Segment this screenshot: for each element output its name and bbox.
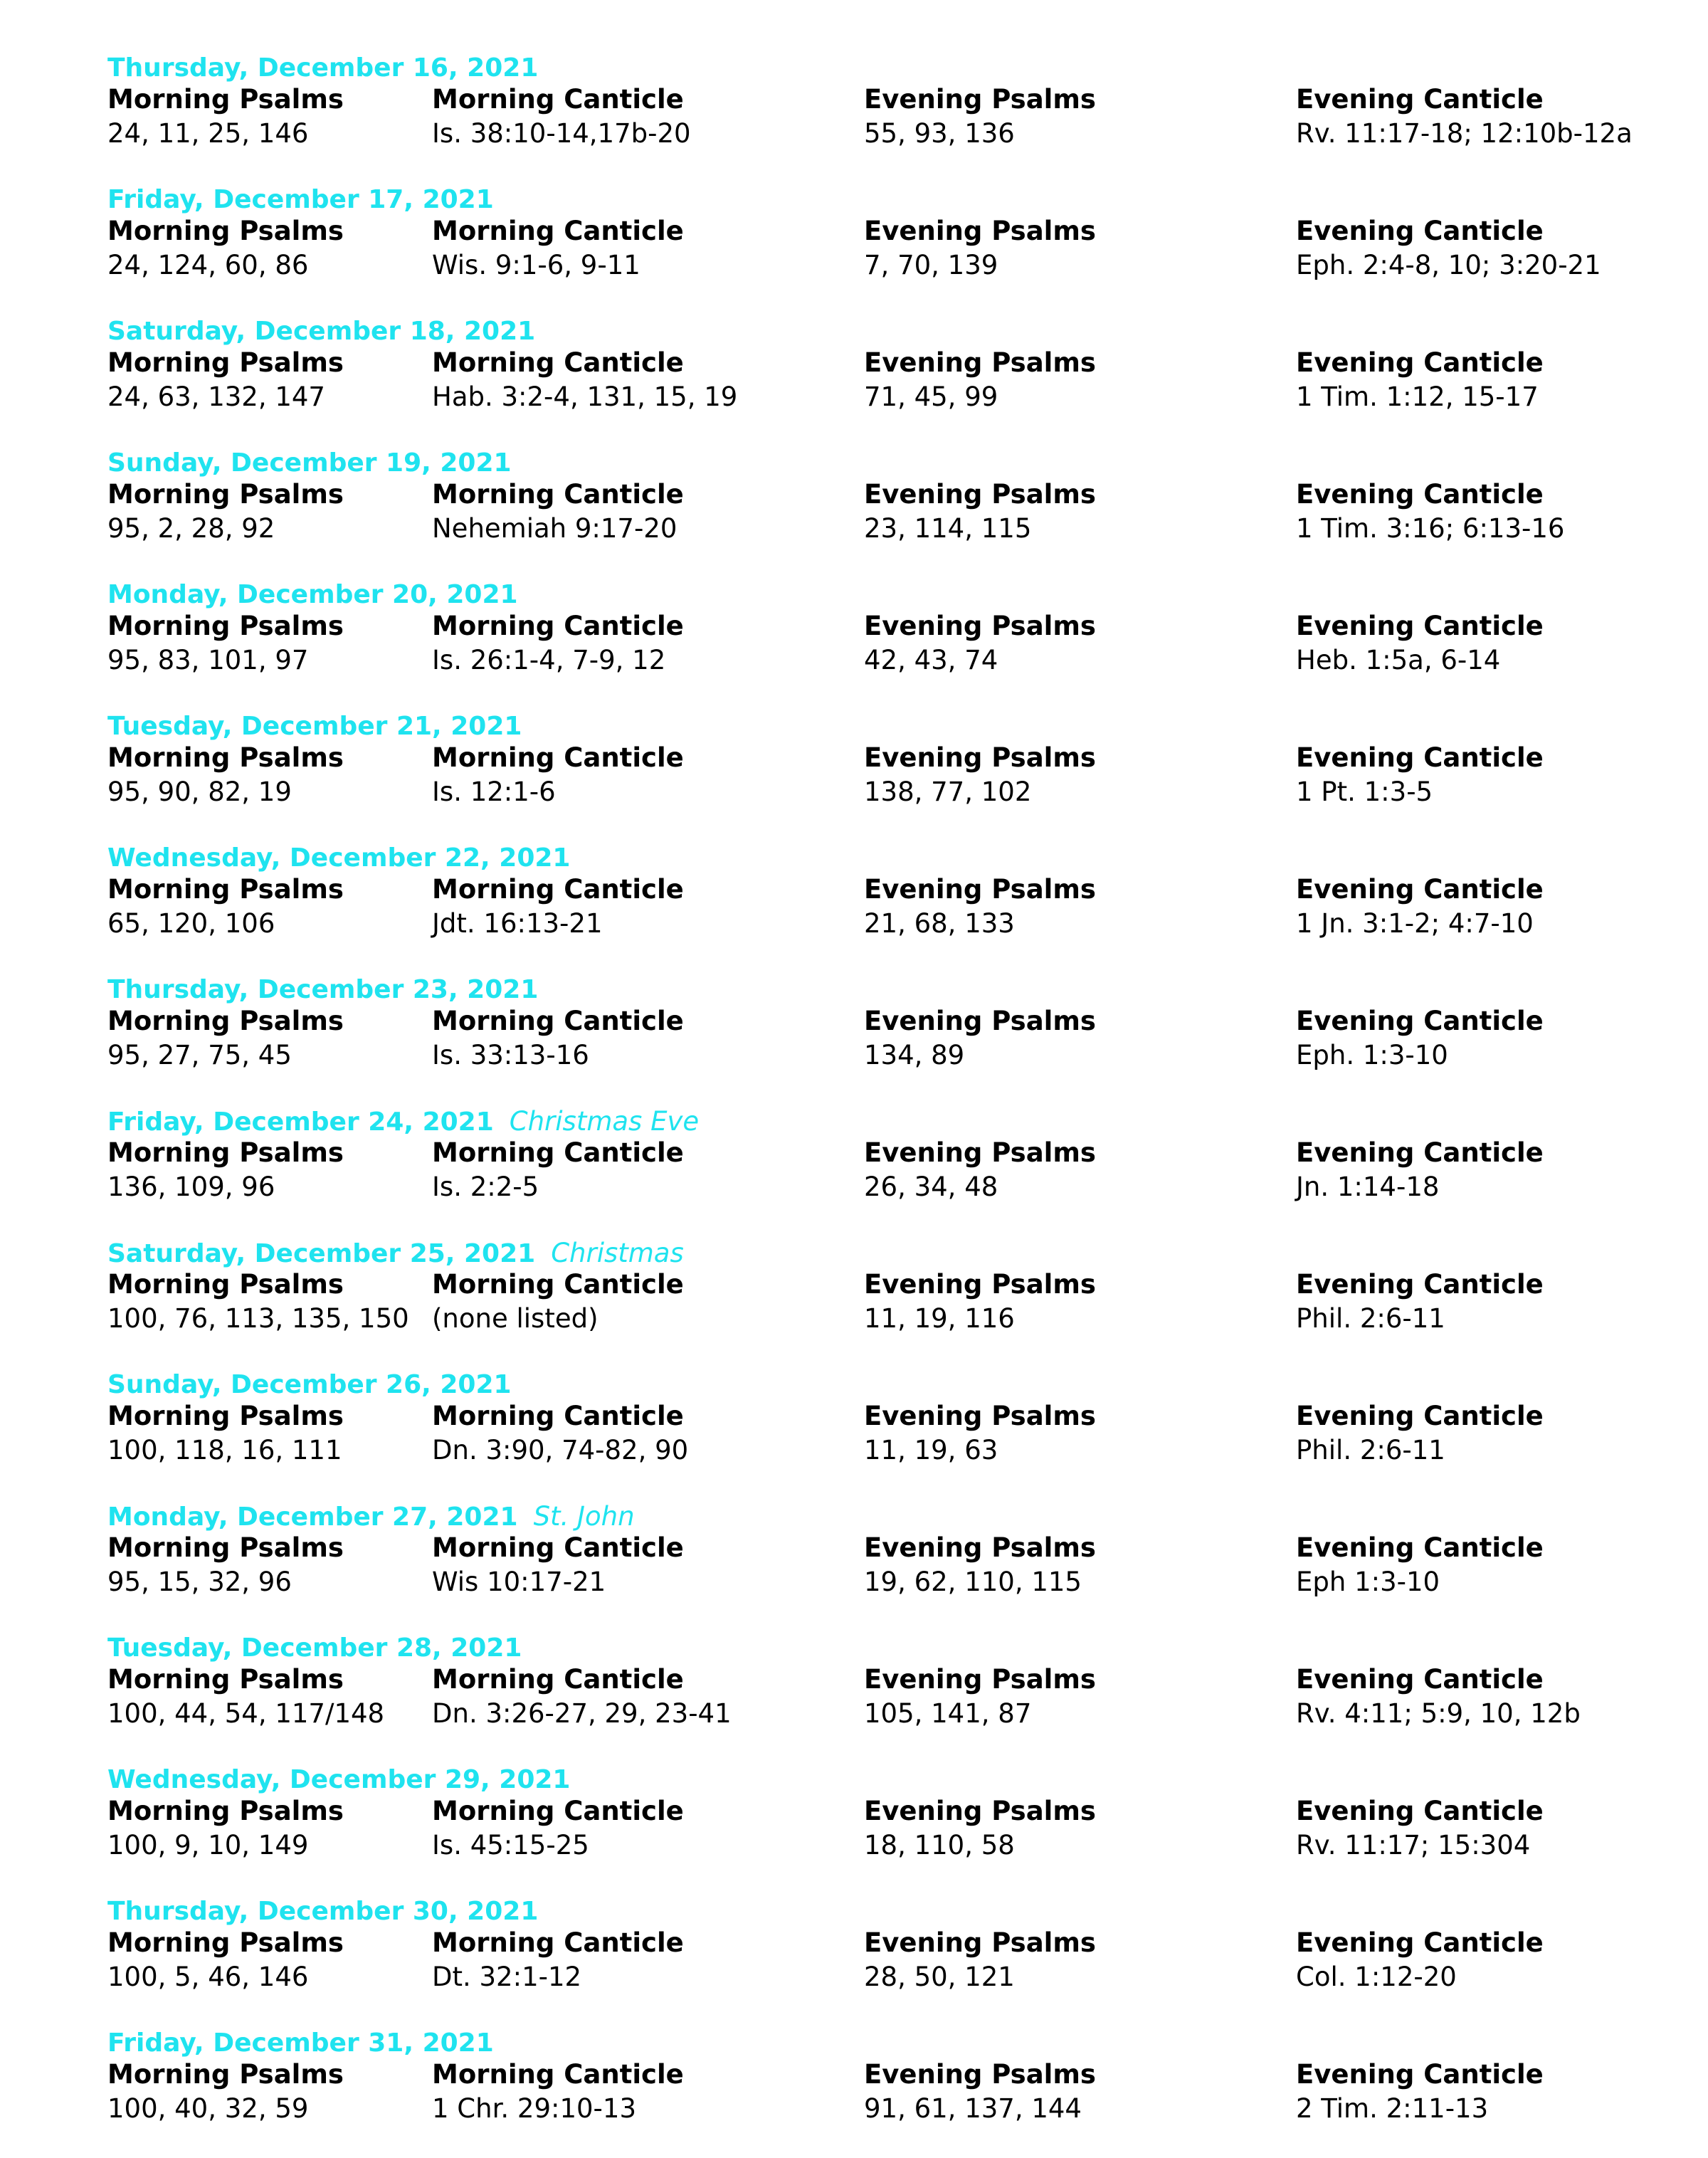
date-heading <box>107 2026 494 2060</box>
morning-canticle-column <box>432 83 691 151</box>
date-text: Thursday, December 30, 2021 <box>107 1897 539 1926</box>
evening-canticle-heading: Evening Canticle <box>1296 216 1544 246</box>
morning-psalms-column <box>107 214 344 283</box>
evening-psalms-value: 18, 110, 58 <box>864 1830 1015 1860</box>
morning-psalms-column <box>107 1399 344 1468</box>
morning-psalms-column <box>107 1004 344 1073</box>
evening-canticle-column <box>1296 1136 1544 1204</box>
evening-psalms-column <box>864 1794 1096 1863</box>
evening-psalms-heading: Evening Psalms <box>864 1532 1096 1563</box>
evening-psalms-heading: Evening Psalms <box>864 347 1096 378</box>
morning-psalms-value: 100, 76, 113, 135, 150 <box>107 1303 409 1334</box>
morning-canticle-value: Is. 38:10-14,17b-20 <box>432 118 691 149</box>
morning-psalms-column <box>107 346 344 414</box>
evening-psalms-value: 19, 62, 110, 115 <box>864 1567 1082 1597</box>
evening-canticle-column <box>1296 214 1601 283</box>
evening-canticle-column <box>1296 1531 1544 1599</box>
evening-canticle-value: Eph 1:3-10 <box>1296 1567 1440 1597</box>
morning-canticle-column <box>432 741 684 809</box>
morning-canticle-value: Is. 12:1-6 <box>432 777 556 807</box>
evening-canticle-heading: Evening Canticle <box>1296 1401 1544 1431</box>
date-heading <box>107 1763 570 1797</box>
date-text: Friday, December 17, 2021 <box>107 185 494 214</box>
date-heading <box>107 1236 684 1270</box>
evening-canticle-column <box>1296 2058 1544 2126</box>
evening-canticle-column <box>1296 741 1544 809</box>
date-heading <box>107 51 538 85</box>
feast-label: Christmas <box>551 1238 684 1268</box>
evening-psalms-heading: Evening Psalms <box>864 1401 1096 1431</box>
morning-psalms-value: 24, 124, 60, 86 <box>107 250 309 280</box>
morning-canticle-heading: Morning Canticle <box>432 1796 684 1826</box>
evening-psalms-column <box>864 609 1096 678</box>
date-text: Tuesday, December 28, 2021 <box>107 1633 522 1663</box>
evening-canticle-value: 1 Tim. 1:12, 15-17 <box>1296 381 1539 412</box>
morning-canticle-column <box>432 1794 684 1863</box>
morning-psalms-value: 100, 5, 46, 146 <box>107 1962 309 1992</box>
day-entry <box>0 1368 1708 1500</box>
morning-canticle-heading: Morning Canticle <box>432 479 684 510</box>
morning-psalms-value: 95, 27, 75, 45 <box>107 1040 292 1070</box>
morning-canticle-value: (none listed) <box>432 1303 599 1334</box>
morning-canticle-column <box>432 1926 684 1994</box>
evening-canticle-column <box>1296 1004 1544 1073</box>
morning-psalms-value: 24, 11, 25, 146 <box>107 118 309 149</box>
date-heading <box>107 315 535 349</box>
evening-canticle-heading: Evening Canticle <box>1296 1927 1544 1958</box>
day-entry <box>0 315 1708 446</box>
evening-canticle-column <box>1296 609 1544 678</box>
morning-canticle-heading: Morning Canticle <box>432 84 684 115</box>
morning-psalms-heading: Morning Psalms <box>107 1796 344 1826</box>
day-entry <box>0 183 1708 315</box>
evening-psalms-column <box>864 478 1096 546</box>
evening-canticle-value: Eph. 1:3-10 <box>1296 1040 1448 1070</box>
morning-canticle-value: Is. 26:1-4, 7-9, 12 <box>432 645 666 675</box>
morning-canticle-value: Wis. 9:1-6, 9-11 <box>432 250 640 280</box>
date-text: Tuesday, December 21, 2021 <box>107 712 522 741</box>
date-heading <box>107 1895 538 1929</box>
day-entry <box>0 841 1708 973</box>
date-text: Monday, December 27, 2021 <box>107 1502 518 1532</box>
day-entry <box>0 446 1708 578</box>
morning-canticle-heading: Morning Canticle <box>432 1269 684 1300</box>
morning-psalms-heading: Morning Psalms <box>107 1664 344 1695</box>
feast-label: Christmas Eve <box>509 1106 700 1137</box>
evening-psalms-heading: Evening Psalms <box>864 84 1096 115</box>
date-heading <box>107 578 518 612</box>
evening-psalms-heading: Evening Psalms <box>864 1796 1096 1826</box>
evening-canticle-column <box>1296 1926 1544 1994</box>
evening-psalms-heading: Evening Psalms <box>864 1269 1096 1300</box>
morning-canticle-value: Jdt. 16:13-21 <box>432 908 603 939</box>
evening-psalms-heading: Evening Psalms <box>864 1664 1096 1695</box>
evening-psalms-heading: Evening Psalms <box>864 216 1096 246</box>
evening-canticle-value: Heb. 1:5a, 6-14 <box>1296 645 1501 675</box>
morning-canticle-heading: Morning Canticle <box>432 1137 684 1168</box>
evening-canticle-heading: Evening Canticle <box>1296 1796 1544 1826</box>
evening-psalms-value: 11, 19, 116 <box>864 1303 1015 1334</box>
morning-canticle-heading: Morning Canticle <box>432 1664 684 1695</box>
evening-psalms-column <box>864 1663 1096 1731</box>
morning-psalms-heading: Morning Psalms <box>107 84 344 115</box>
date-text: Thursday, December 16, 2021 <box>107 53 539 83</box>
morning-canticle-column <box>432 1004 684 1073</box>
evening-canticle-heading: Evening Canticle <box>1296 1137 1544 1168</box>
date-text: Monday, December 20, 2021 <box>107 580 518 609</box>
evening-canticle-column <box>1296 1268 1544 1336</box>
morning-psalms-column <box>107 1663 384 1731</box>
evening-psalms-value: 55, 93, 136 <box>864 118 1015 149</box>
evening-canticle-heading: Evening Canticle <box>1296 1269 1544 1300</box>
evening-psalms-heading: Evening Psalms <box>864 1927 1096 1958</box>
morning-canticle-value: Dn. 3:26-27, 29, 23-41 <box>432 1698 732 1729</box>
evening-psalms-value: 91, 61, 137, 144 <box>864 2093 1082 2124</box>
morning-psalms-column <box>107 1531 344 1599</box>
morning-canticle-heading: Morning Canticle <box>432 611 684 641</box>
date-heading <box>107 973 538 1007</box>
morning-canticle-heading: Morning Canticle <box>432 1927 684 1958</box>
morning-psalms-heading: Morning Psalms <box>107 874 344 905</box>
day-entry <box>0 578 1708 710</box>
morning-canticle-column <box>432 609 684 678</box>
evening-canticle-value: Rv. 11:17; 15:304 <box>1296 1830 1531 1860</box>
evening-psalms-value: 21, 68, 133 <box>864 908 1015 939</box>
morning-canticle-value: Is. 2:2-5 <box>432 1172 539 1202</box>
evening-psalms-heading: Evening Psalms <box>864 2059 1096 2090</box>
evening-canticle-heading: Evening Canticle <box>1296 2059 1544 2090</box>
date-heading <box>107 446 512 480</box>
morning-psalms-heading: Morning Psalms <box>107 1401 344 1431</box>
evening-canticle-heading: Evening Canticle <box>1296 479 1544 510</box>
evening-psalms-value: 138, 77, 102 <box>864 777 1032 807</box>
morning-psalms-column <box>107 1268 409 1336</box>
day-entry <box>0 1236 1708 1368</box>
morning-psalms-heading: Morning Psalms <box>107 1269 344 1300</box>
morning-canticle-value: Nehemiah 9:17-20 <box>432 513 678 544</box>
date-text: Sunday, December 19, 2021 <box>107 448 512 478</box>
morning-psalms-heading: Morning Psalms <box>107 347 344 378</box>
day-entry <box>0 710 1708 841</box>
date-heading <box>107 1105 699 1139</box>
evening-psalms-heading: Evening Psalms <box>864 611 1096 641</box>
evening-psalms-heading: Evening Psalms <box>864 1137 1096 1168</box>
morning-psalms-value: 95, 90, 82, 19 <box>107 777 292 807</box>
day-entry <box>0 51 1708 183</box>
date-text: Saturday, December 25, 2021 <box>107 1239 536 1268</box>
evening-canticle-value: Phil. 2:6-11 <box>1296 1303 1445 1334</box>
evening-psalms-column <box>864 1926 1096 1994</box>
evening-canticle-column <box>1296 346 1544 414</box>
morning-psalms-heading: Morning Psalms <box>107 2059 344 2090</box>
evening-psalms-column <box>864 741 1096 809</box>
date-heading <box>107 1500 635 1534</box>
morning-psalms-heading: Morning Psalms <box>107 611 344 641</box>
morning-canticle-column <box>432 346 737 414</box>
evening-canticle-value: 1 Pt. 1:3-5 <box>1296 777 1433 807</box>
evening-canticle-heading: Evening Canticle <box>1296 1664 1544 1695</box>
morning-canticle-heading: Morning Canticle <box>432 874 684 905</box>
evening-canticle-value: Phil. 2:6-11 <box>1296 1435 1445 1465</box>
day-entry <box>0 1631 1708 1763</box>
morning-canticle-column <box>432 873 684 941</box>
morning-psalms-value: 100, 44, 54, 117/148 <box>107 1698 385 1729</box>
morning-psalms-heading: Morning Psalms <box>107 1532 344 1563</box>
evening-canticle-column <box>1296 1663 1581 1731</box>
evening-psalms-column <box>864 1004 1096 1073</box>
morning-psalms-heading: Morning Psalms <box>107 216 344 246</box>
morning-canticle-column <box>432 478 684 546</box>
evening-psalms-value: 42, 43, 74 <box>864 645 998 675</box>
morning-psalms-column <box>107 741 344 809</box>
morning-canticle-value: Hab. 3:2-4, 131, 15, 19 <box>432 381 738 412</box>
evening-canticle-value: Col. 1:12-20 <box>1296 1962 1457 1992</box>
evening-psalms-value: 23, 114, 115 <box>864 513 1032 544</box>
date-text: Thursday, December 23, 2021 <box>107 975 539 1004</box>
morning-psalms-value: 24, 63, 132, 147 <box>107 381 325 412</box>
day-entry <box>0 2026 1708 2158</box>
date-text: Friday, December 24, 2021 <box>107 1107 494 1137</box>
evening-psalms-value: 26, 34, 48 <box>864 1172 998 1202</box>
morning-canticle-heading: Morning Canticle <box>432 742 684 773</box>
date-text: Friday, December 31, 2021 <box>107 2028 494 2058</box>
evening-psalms-heading: Evening Psalms <box>864 1006 1096 1036</box>
morning-canticle-heading: Morning Canticle <box>432 1401 684 1431</box>
morning-canticle-column <box>432 214 684 283</box>
morning-canticle-heading: Morning Canticle <box>432 2059 684 2090</box>
morning-canticle-value: Dt. 32:1-12 <box>432 1962 582 1992</box>
morning-canticle-column <box>432 1136 684 1204</box>
evening-psalms-value: 71, 45, 99 <box>864 381 998 412</box>
date-heading <box>107 1631 522 1665</box>
evening-psalms-column <box>864 1399 1096 1468</box>
morning-psalms-heading: Morning Psalms <box>107 1137 344 1168</box>
morning-psalms-column <box>107 1794 344 1863</box>
evening-psalms-value: 11, 19, 63 <box>864 1435 998 1465</box>
morning-canticle-heading: Morning Canticle <box>432 347 684 378</box>
morning-psalms-value: 95, 2, 28, 92 <box>107 513 275 544</box>
feast-label: St. John <box>533 1501 635 1532</box>
date-heading <box>107 183 494 217</box>
evening-psalms-heading: Evening Psalms <box>864 742 1096 773</box>
evening-canticle-column <box>1296 873 1544 941</box>
evening-canticle-column <box>1296 478 1564 546</box>
morning-psalms-column <box>107 873 344 941</box>
evening-psalms-heading: Evening Psalms <box>864 874 1096 905</box>
morning-canticle-value: Dn. 3:90, 74-82, 90 <box>432 1435 689 1465</box>
morning-psalms-column <box>107 1926 344 1994</box>
day-entry <box>0 1105 1708 1236</box>
morning-psalms-column <box>107 609 344 678</box>
evening-canticle-value: Eph. 2:4-8, 10; 3:20-21 <box>1296 250 1601 280</box>
morning-psalms-heading: Morning Psalms <box>107 742 344 773</box>
evening-canticle-column <box>1296 1399 1544 1468</box>
morning-psalms-value: 95, 15, 32, 96 <box>107 1567 292 1597</box>
morning-psalms-value: 100, 9, 10, 149 <box>107 1830 309 1860</box>
date-text: Wednesday, December 22, 2021 <box>107 843 571 873</box>
morning-canticle-heading: Morning Canticle <box>432 1006 684 1036</box>
evening-canticle-heading: Evening Canticle <box>1296 1532 1544 1563</box>
morning-psalms-value: 100, 118, 16, 111 <box>107 1435 342 1465</box>
evening-canticle-heading: Evening Canticle <box>1296 84 1544 115</box>
evening-psalms-column <box>864 873 1096 941</box>
morning-canticle-value: Wis 10:17-21 <box>432 1567 606 1597</box>
morning-canticle-column <box>432 1268 684 1336</box>
evening-canticle-column <box>1296 83 1633 151</box>
morning-canticle-heading: Morning Canticle <box>432 216 684 246</box>
morning-psalms-value: 65, 120, 106 <box>107 908 275 939</box>
morning-canticle-value: 1 Chr. 29:10-13 <box>432 2093 636 2124</box>
morning-psalms-value: 95, 83, 101, 97 <box>107 645 309 675</box>
evening-canticle-heading: Evening Canticle <box>1296 874 1544 905</box>
morning-canticle-column <box>432 1399 688 1468</box>
morning-psalms-value: 100, 40, 32, 59 <box>107 2093 309 2124</box>
day-entry <box>0 1763 1708 1895</box>
morning-canticle-column <box>432 1531 684 1599</box>
evening-psalms-column <box>864 346 1096 414</box>
morning-canticle-heading: Morning Canticle <box>432 1532 684 1563</box>
date-text: Saturday, December 18, 2021 <box>107 317 536 346</box>
morning-canticle-value: Is. 33:13-16 <box>432 1040 589 1070</box>
date-heading <box>107 841 570 875</box>
evening-canticle-value: 2 Tim. 2:11-13 <box>1296 2093 1489 2124</box>
evening-psalms-heading: Evening Psalms <box>864 479 1096 510</box>
morning-psalms-column <box>107 478 344 546</box>
evening-psalms-value: 7, 70, 139 <box>864 250 998 280</box>
morning-psalms-heading: Morning Psalms <box>107 479 344 510</box>
date-text: Sunday, December 26, 2021 <box>107 1370 512 1399</box>
date-heading <box>107 710 522 744</box>
evening-canticle-value: 1 Jn. 3:1-2; 4:7-10 <box>1296 908 1534 939</box>
evening-psalms-value: 134, 89 <box>864 1040 965 1070</box>
morning-canticle-value: Is. 45:15-25 <box>432 1830 589 1860</box>
morning-psalms-heading: Morning Psalms <box>107 1927 344 1958</box>
morning-psalms-heading: Morning Psalms <box>107 1006 344 1036</box>
evening-canticle-value: Jn. 1:14-18 <box>1296 1172 1440 1202</box>
morning-psalms-column <box>107 83 344 151</box>
evening-psalms-value: 28, 50, 121 <box>864 1962 1015 1992</box>
evening-canticle-heading: Evening Canticle <box>1296 611 1544 641</box>
evening-canticle-heading: Evening Canticle <box>1296 347 1544 378</box>
evening-psalms-column <box>864 214 1096 283</box>
evening-psalms-column <box>864 83 1096 151</box>
morning-psalms-value: 136, 109, 96 <box>107 1172 275 1202</box>
evening-canticle-heading: Evening Canticle <box>1296 1006 1544 1036</box>
evening-psalms-column <box>864 1136 1096 1204</box>
evening-psalms-column <box>864 1531 1096 1599</box>
evening-canticle-value: Rv. 4:11; 5:9, 10, 12b <box>1296 1698 1581 1729</box>
date-text: Wednesday, December 29, 2021 <box>107 1765 571 1794</box>
evening-canticle-value: 1 Tim. 3:16; 6:13-16 <box>1296 513 1565 544</box>
evening-canticle-value: Rv. 11:17-18; 12:10b-12a <box>1296 118 1633 149</box>
morning-canticle-column <box>432 1663 732 1731</box>
day-entry <box>0 1895 1708 2026</box>
evening-canticle-column <box>1296 1794 1544 1863</box>
evening-psalms-column <box>864 2058 1096 2126</box>
date-heading <box>107 1368 512 1402</box>
day-entry <box>0 973 1708 1105</box>
day-entry <box>0 1500 1708 1631</box>
evening-psalms-column <box>864 1268 1096 1336</box>
morning-canticle-column <box>432 2058 684 2126</box>
morning-psalms-column <box>107 1136 344 1204</box>
morning-psalms-column <box>107 2058 344 2126</box>
evening-psalms-value: 105, 141, 87 <box>864 1698 1032 1729</box>
evening-canticle-heading: Evening Canticle <box>1296 742 1544 773</box>
